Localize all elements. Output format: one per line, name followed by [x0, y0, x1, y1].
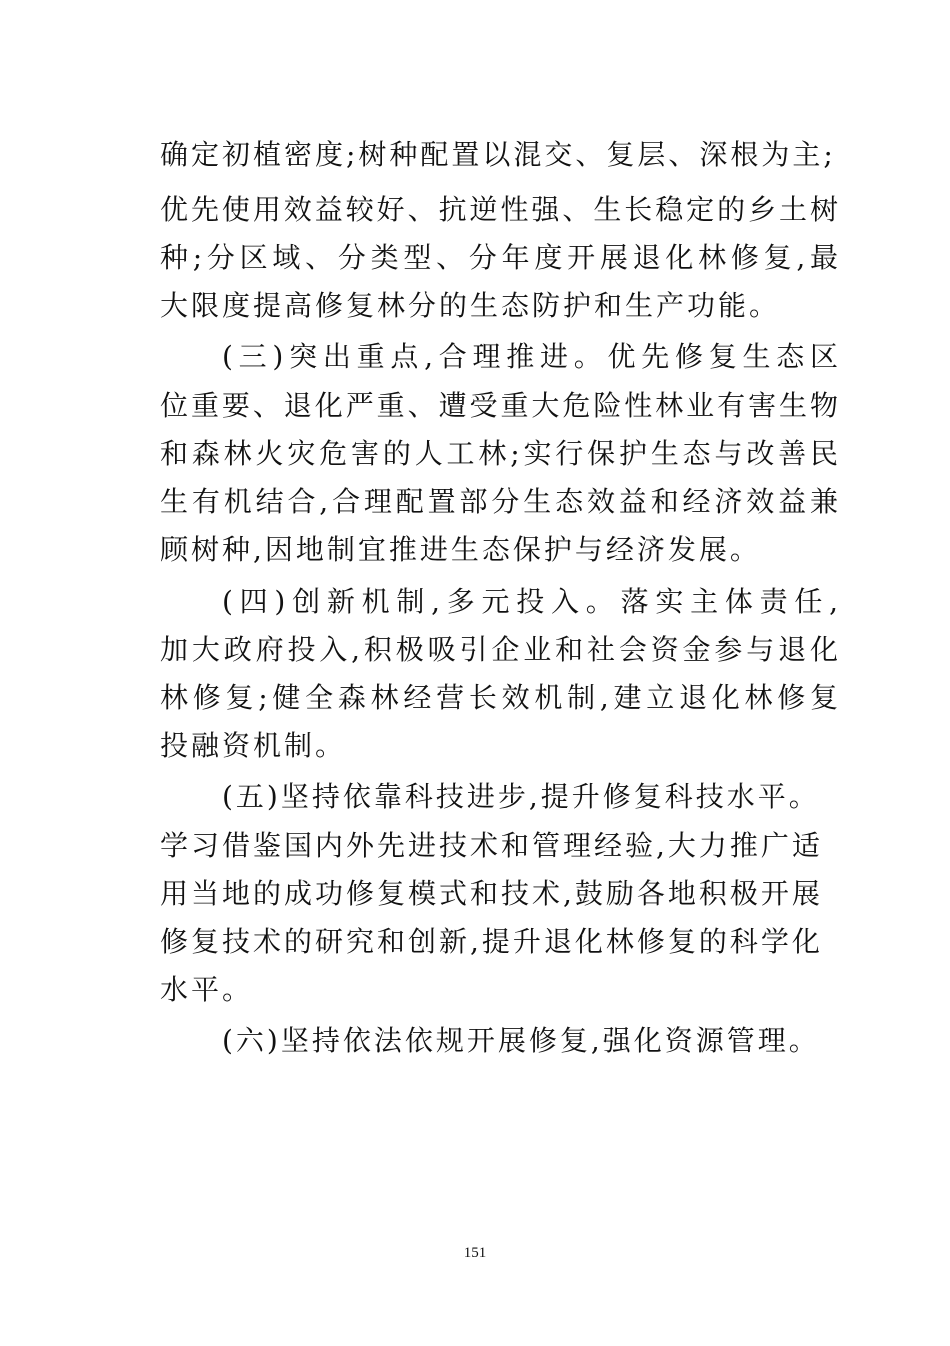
- text-line-9: 顾树种,因地制宜推进生态保护与经济发展。: [160, 533, 761, 566]
- text-line-10: (四)创新机制,多元投入。落实主体责任,: [222, 585, 838, 618]
- text-line-2: 优先使用效益较好、抗逆性强、生长稳定的乡土树: [160, 193, 838, 226]
- text-line-1: 确定初植密度;树种配置以混交、复层、深根为主;: [160, 138, 836, 171]
- text-line-14: (五)坚持依靠科技进步,提升修复科技水平。: [222, 780, 820, 813]
- text-line-4: 大限度提高修复林分的生态防护和生产功能。: [160, 289, 781, 322]
- page-number: 151: [463, 1245, 487, 1261]
- text-line-17: 修复技术的研究和创新,提升退化林修复的科学化: [160, 925, 823, 958]
- text-line-15: 学习借鉴国内外先进技术和管理经验,大力推广适: [160, 829, 823, 862]
- text-line-7: 和森林火灾危害的人工林;实行保护生态与改善民: [160, 437, 838, 470]
- text-line-19: (六)坚持依法依规开展修复,强化资源管理。: [222, 1024, 820, 1057]
- text-line-8: 生有机结合,合理配置部分生态效益和经济效益兼: [160, 485, 838, 518]
- text-line-13: 投融资机制。: [160, 729, 347, 762]
- text-line-6: 位重要、退化严重、遭受重大危险性林业有害生物: [160, 389, 838, 422]
- text-line-12: 林修复;健全森林经营长效机制,建立退化林修复: [160, 681, 838, 714]
- text-line-5: (三)突出重点,合理推进。优先修复生态区: [222, 340, 838, 373]
- text-line-3: 种;分区域、分类型、分年度开展退化林修复,最: [160, 241, 838, 274]
- text-line-16: 用当地的成功修复模式和技术,鼓励各地积极开展: [160, 877, 823, 910]
- text-line-11: 加大政府投入,积极吸引企业和社会资金参与退化: [160, 633, 838, 666]
- text-line-18: 水平。: [160, 973, 254, 1006]
